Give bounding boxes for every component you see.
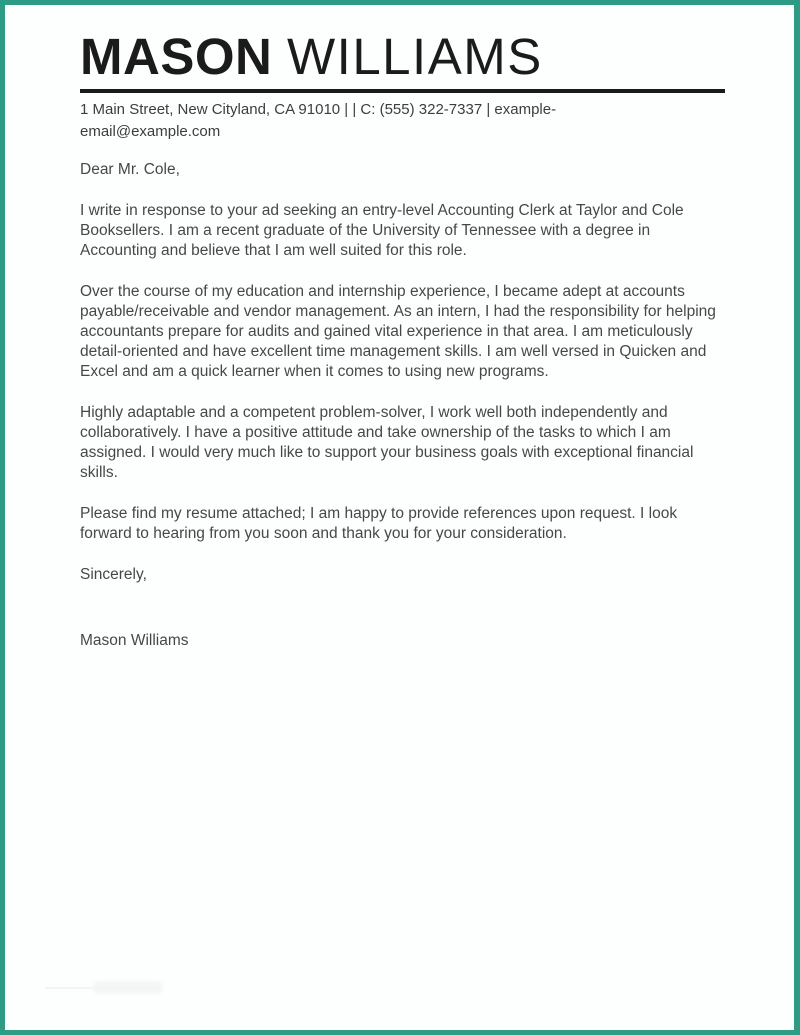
salutation: Dear Mr. Cole, (80, 161, 180, 178)
footer-watermark (45, 980, 165, 996)
paragraph-2: Over the course of my education and internship experience, I became adept at accounts payable/receivable and vendor management. As an intern, I had the responsibility for helping accountants prepare for audits and gained vital experience in that area. I am meticulously detail-oriented and have excellent time management skills. I am well versed in Quicken and Excel and am a quick learner when it comes to using new programs. (80, 283, 716, 380)
page-title (80, 28, 725, 85)
letter-page (5, 5, 794, 1030)
closing: Sincerely, (80, 566, 147, 583)
letter-body (80, 160, 725, 651)
first-name: MASON (80, 28, 273, 85)
contact-info (80, 99, 725, 143)
paragraph-3: Highly adaptable and a competent problem-solver, I work well both independently and collaboratively. I have a positive attitude and take ownership of the tasks to which I am assigned. I would very much like to support your business goals with exceptional financial skills. (80, 404, 694, 481)
contact-line-1: 1 Main Street, New Cityland, CA 91010 | | C: (555) 322-7337 | example- (80, 101, 557, 118)
signature: Mason Williams (80, 632, 189, 649)
header-divider (80, 89, 725, 93)
watermark-logo (93, 981, 163, 994)
last-name: WILLIAMS (287, 28, 543, 85)
paragraph-4: Please find my resume attached; I am happy to provide references upon request. I look forward to hearing from you soon and thank you for your consideration. (80, 505, 678, 542)
watermark-line (45, 987, 97, 989)
paragraph-1: I write in response to your ad seeking an entry-level Accounting Clerk at Taylor and Cole Booksellers. I am a recent graduate of the University of Tennessee with a degree in Accounting and believe that I am well suited for this role. (80, 202, 684, 259)
contact-line-2: email@example.com (80, 123, 221, 140)
